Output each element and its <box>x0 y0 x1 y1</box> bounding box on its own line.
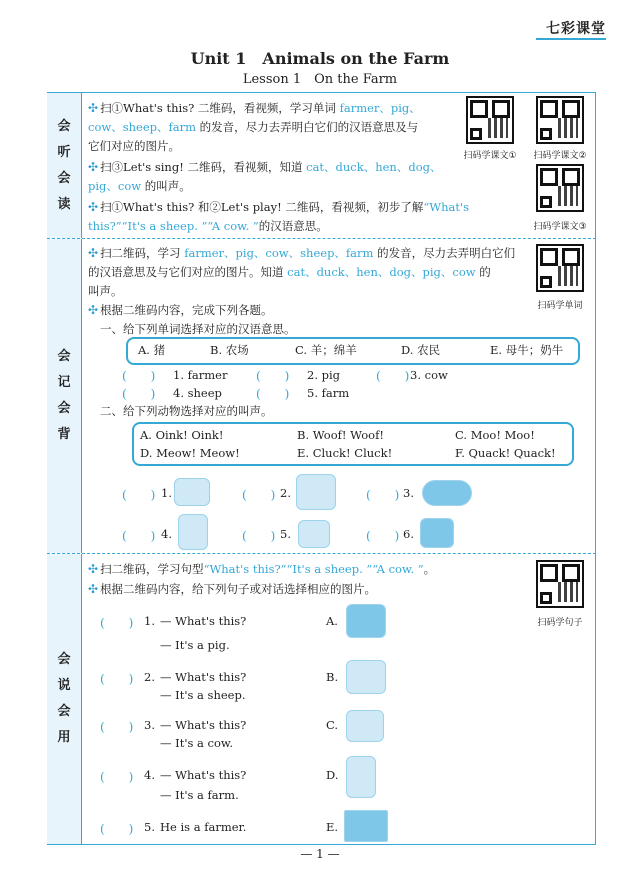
listen-paragraph-2: ✣ 扫③Let's sing! 二维码，看视频，知道 cat、duck、hen、dog、 pig、cow 的叫声。 <box>88 160 442 193</box>
brand-underline <box>536 38 606 40</box>
qr-code-icon[interactable] <box>536 244 584 292</box>
answer-blank[interactable]: ( ) <box>100 616 134 630</box>
speak-instruction: ✣ 根据二维码内容，给下列句子或对话选择相应的图片。 <box>88 582 377 596</box>
picture-option-label: C. <box>326 718 339 732</box>
option-item: B. Woof! Woof! <box>297 428 384 442</box>
option-item: A. 猪 <box>138 343 166 357</box>
side-label-memorize: 会 记 会 背 <box>47 239 82 553</box>
section-divider <box>47 553 596 554</box>
diamond-icon: ✣ <box>88 303 99 317</box>
picture-option-label: E. <box>326 820 339 834</box>
animal-item: 3. <box>403 486 414 500</box>
diamond-icon: ✣ <box>88 246 99 260</box>
word-item: 4. sheep <box>173 386 222 400</box>
answer-blank[interactable]: ( ) <box>122 369 156 383</box>
dialog-answer: — It's a sheep. <box>160 688 246 702</box>
option-item: C. Moo! Moo! <box>455 428 535 442</box>
word-item: 3. cow <box>410 368 448 382</box>
diamond-icon: ✣ <box>88 582 99 596</box>
unit-title: Unit 1 Animals on the Farm <box>190 49 450 68</box>
hen-picture <box>422 480 472 506</box>
page-number: — 1 — <box>300 847 340 861</box>
pig-picture <box>298 520 330 548</box>
word-item: 5. farm <box>307 386 350 400</box>
answer-blank[interactable]: ( ) <box>100 822 134 836</box>
option-item: E. Cluck! Cluck! <box>297 446 393 460</box>
diamond-icon: ✣ <box>88 200 99 214</box>
answer-blank[interactable]: ( ) <box>376 369 410 383</box>
cat-picture <box>174 478 210 506</box>
dialog-answer: — It's a pig. <box>160 638 230 652</box>
dialog-number: 1. <box>144 614 155 628</box>
qr-caption: 扫码学课文① <box>463 151 517 161</box>
qr-code-icon[interactable] <box>536 164 584 212</box>
side-label-speak: 会 说 会 用 <box>47 554 82 844</box>
answer-blank[interactable]: ( ) <box>100 770 134 784</box>
option-item: B. 农场 <box>210 343 249 357</box>
memorize-instruction: ✣ 根据二维码内容，完成下列各题。 <box>88 303 273 317</box>
dialog-number: 3. <box>144 718 155 732</box>
option-item: C. 羊；绵羊 <box>295 343 357 357</box>
cow-picture <box>346 604 386 638</box>
animal-item: 6. <box>403 527 414 541</box>
qr-caption: 扫码学单词 <box>537 301 583 311</box>
answer-blank[interactable]: ( ) <box>122 387 156 401</box>
answer-blank[interactable]: ( ) <box>122 488 156 502</box>
answer-blank[interactable]: ( ) <box>242 529 276 543</box>
dialog-question: — What's this? <box>160 614 247 628</box>
diamond-icon: ✣ <box>88 160 99 174</box>
option-item: A. Oink! Oink! <box>140 428 224 442</box>
brand-logo: 七彩课堂 <box>546 21 606 37</box>
dog-picture <box>178 514 208 550</box>
answer-blank[interactable]: ( ) <box>366 529 400 543</box>
dialog-answer: — It's a farm. <box>160 788 239 802</box>
option-item: D. 农民 <box>401 343 441 357</box>
dialog-question: — What's this? <box>160 670 247 684</box>
answer-blank[interactable]: ( ) <box>256 387 290 401</box>
option-item: F. Quack! Quack! <box>455 446 556 460</box>
dialog-question: — What's this? <box>160 768 247 782</box>
listen-paragraph-1: ✣ 扫①What's this? 二维码，看视频，学习单词 farmer、pig、 cow、sheep、farm 的发音，尽力去弄明白它们的汉语意思及与 它们对应的图片。 <box>88 101 421 153</box>
picture-option-label: D. <box>326 768 339 782</box>
sheep-picture <box>346 710 384 742</box>
animal-item: 5. <box>280 527 291 541</box>
part1-heading: 一、给下列单词选择对应的汉语意思。 <box>100 322 296 336</box>
qr-caption: 扫码学句子 <box>537 618 583 628</box>
answer-blank[interactable]: ( ) <box>100 672 134 686</box>
farm-picture <box>344 810 388 842</box>
dialog-number: 5. <box>144 820 155 834</box>
word-item: 1. farmer <box>173 368 228 382</box>
answer-blank[interactable]: ( ) <box>122 529 156 543</box>
section-divider <box>47 238 596 239</box>
qr-caption: 扫码学课文③ <box>533 222 587 232</box>
answer-blank[interactable]: ( ) <box>256 369 290 383</box>
dialog-question: He is a farmer. <box>160 820 247 834</box>
answer-blank[interactable]: ( ) <box>100 720 134 734</box>
duck-picture <box>296 474 336 510</box>
picture-option-label: A. <box>326 614 338 628</box>
dialog-number: 4. <box>144 768 155 782</box>
lesson-title: Lesson 1 On the Farm <box>242 72 398 87</box>
qr-caption: 扫码学课文② <box>533 151 587 161</box>
option-item: E. 母牛；奶牛 <box>490 343 564 357</box>
option-item: D. Meow! Meow! <box>140 446 240 460</box>
animal-item: 2. <box>280 486 291 500</box>
qr-code-icon[interactable] <box>536 560 584 608</box>
answer-blank[interactable]: ( ) <box>366 488 400 502</box>
diamond-icon: ✣ <box>88 562 99 576</box>
dialog-number: 2. <box>144 670 155 684</box>
listen-paragraph-3: ✣ 扫①What's this? 和②Let's play! 二维码，看视频，初步了解“What's this?”“It's a sheep. ”“A cow. ”的汉语意思。 <box>88 200 470 233</box>
animal-item: 1. <box>161 486 172 500</box>
farmer-picture <box>346 756 376 798</box>
answer-blank[interactable]: ( ) <box>242 488 276 502</box>
qr-code-icon[interactable] <box>466 96 514 144</box>
animal-item: 4. <box>161 527 172 541</box>
dialog-question: — What's this? <box>160 718 247 732</box>
word-item: 2. pig <box>307 368 341 382</box>
part2-heading: 二、给下列动物选择对应的叫声。 <box>100 404 273 418</box>
diamond-icon: ✣ <box>88 101 99 115</box>
qr-code-icon[interactable] <box>536 96 584 144</box>
cow-picture <box>420 518 454 548</box>
dialog-answer: — It's a cow. <box>160 736 234 750</box>
picture-option-label: B. <box>326 670 339 684</box>
memorize-paragraph-1: ✣ 扫二维码，学习 farmer、pig、cow、sheep、farm 的发音，尽力去弄明白它们 的汉语意思及与它们对应的图片。知道 cat、duck、hen、dog、pig、cow 的 叫声。 <box>88 246 516 298</box>
side-label-listen: 会 听 会 读 <box>47 93 82 238</box>
pig-picture <box>346 660 386 694</box>
speak-paragraph-1: ✣ 扫二维码，学习句型“What's this?”“It's a sheep. ”“A cow. ”。 <box>88 562 436 576</box>
